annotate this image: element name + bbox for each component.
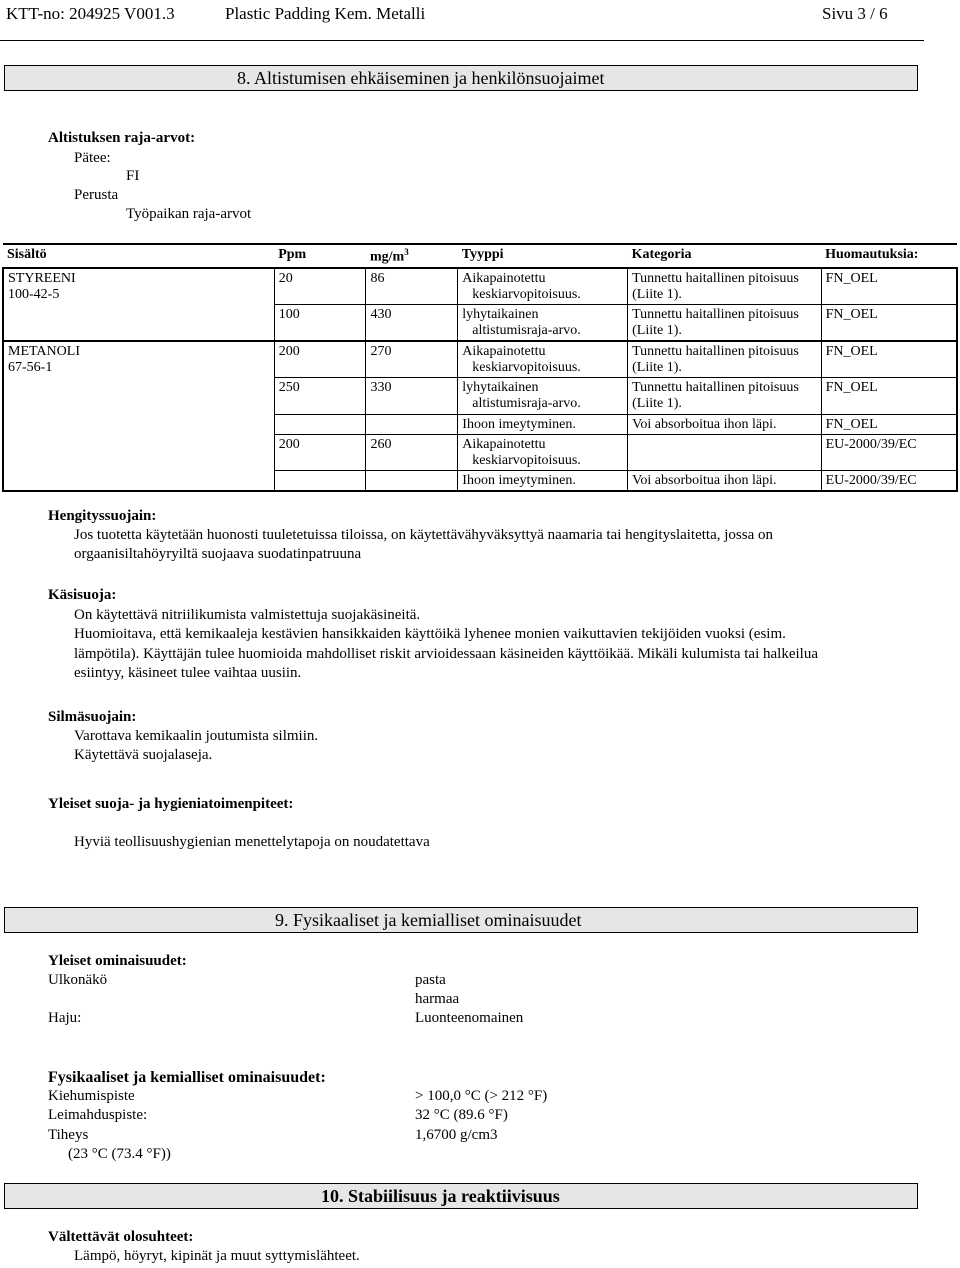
note-cell: EU-2000/39/EC <box>821 470 957 491</box>
type-cell: Aikapainotettu keskiarvopitoisuus. <box>458 268 628 305</box>
hand-text-1: On käytettävä nitriilikumista valmistettuja suojakäsineitä. <box>74 607 421 623</box>
type-cell: Ihoon imeytyminen. <box>458 470 628 491</box>
page-number: Sivu 3 / 6 <box>822 4 888 23</box>
applies-value: FI <box>126 168 140 184</box>
ppm-cell: 200 <box>274 341 366 378</box>
hand-text-2: Huomioitava, että kemikaaleja kestävien hansikkaiden käyttöikä lyhenee monien vaikuttavien tekijöiden vuoksi (esim. <box>74 626 786 642</box>
mg-cell: 430 <box>366 304 458 341</box>
category-cell: Tunnettu haitallinen pitoisuus (Liite 1). <box>628 341 822 378</box>
note-cell: FN_OEL <box>821 341 957 378</box>
appearance-label: Ulkonäkö <box>48 972 108 988</box>
density-condition: (23 °C (73.4 °F)) <box>68 1146 171 1162</box>
category-cell: Voi absorboitua ihon läpi. <box>628 414 822 434</box>
phys-chem-heading: Fysikaaliset ja kemialliset ominaisuudet: <box>48 1069 326 1086</box>
mg-cell: 330 <box>366 378 458 414</box>
category-cell: Voi absorboitua ihon läpi. <box>628 470 822 491</box>
limits-heading: Altistuksen raja-arvot: <box>48 130 196 146</box>
respiratory-text-1: Jos tuotetta käytetään huonosti tuuletetuissa tiloissa, on käytettävähyväksyttyä naamaria tai hengityslaitetta, jossa on <box>74 527 774 543</box>
ppm-cell: 20 <box>274 268 366 305</box>
category-cell: Tunnettu haitallinen pitoisuus (Liite 1). <box>628 304 822 341</box>
col-header-content: Sisältö <box>3 244 274 268</box>
eye-heading: Silmäsuojain: <box>48 709 137 725</box>
general-props-heading: Yleiset ominaisuudet: <box>48 953 187 969</box>
hand-text-3: lämpötila). Käyttäjän tulee huomioida mahdolliset riskit arvioidessaan käsineiden käyttöikää. Mikäli kulumista tai halkeilua <box>74 646 818 662</box>
section-9-title: 9. Fysikaaliset ja kemialliset ominaisuudet <box>275 910 582 930</box>
substance-cell: STYREENI 100-42-5 <box>3 268 274 341</box>
ppm-cell: 100 <box>274 304 366 341</box>
type-cell: lyhytaikainen altistumisraja-arvo. <box>458 378 628 414</box>
flash-value: 32 °C (89.6 °F) <box>415 1107 508 1123</box>
mg-cell <box>366 414 458 434</box>
category-cell <box>628 434 822 470</box>
table-row <box>3 268 957 305</box>
basis-label: Perusta <box>74 187 119 203</box>
type-cell: Aikapainotettu keskiarvopitoisuus. <box>458 434 628 470</box>
respiratory-heading: Hengityssuojain: <box>48 508 157 524</box>
exposure-limits-table <box>2 243 958 492</box>
applies-label: Pätee: <box>74 150 111 166</box>
density-label: Tiheys <box>48 1127 89 1143</box>
type-cell: lyhytaikainen altistumisraja-arvo. <box>458 304 628 341</box>
note-cell: EU-2000/39/EC <box>821 434 957 470</box>
col-header-type: Tyyppi <box>458 244 628 268</box>
respiratory-text-2: orgaanisiltahöyryiltä suojaava suodatinpatruuna <box>74 546 362 562</box>
avoid-text: Lämpö, höyryt, kipinät ja muut syttymislähteet. <box>74 1248 360 1264</box>
table-row <box>3 341 957 378</box>
basis-value: Työpaikan raja-arvot <box>126 206 252 222</box>
mg-cell: 260 <box>366 434 458 470</box>
section-10-bar <box>4 1183 918 1209</box>
ppm-cell: 200 <box>274 434 366 470</box>
eye-text-1: Varottava kemikaalin joutumista silmiin. <box>74 728 319 744</box>
section-10-title: 10. Stabiilisuus ja reaktiivisuus <box>321 1186 560 1206</box>
odor-label: Haju: <box>48 1010 82 1026</box>
density-value: 1,6700 g/cm3 <box>415 1127 498 1143</box>
note-cell: FN_OEL <box>821 378 957 414</box>
appearance-value-2: harmaa <box>415 991 460 1007</box>
ppm-cell <box>274 470 366 491</box>
section-9-bar <box>4 907 918 933</box>
header-rule <box>0 40 924 41</box>
appearance-value-1: pasta <box>415 972 446 988</box>
flash-label: Leimahduspiste: <box>48 1107 148 1123</box>
hand-text-4: esiintyy, käsineet tulee vaihtaa uusiin. <box>74 665 302 681</box>
product-name: Plastic Padding Kem. Metalli <box>225 4 426 23</box>
col-header-category: Kategoria <box>628 244 822 268</box>
col-header-notes: Huomautuksia: <box>821 244 957 268</box>
document-id: KTT-no: 204925 V001.3 <box>6 4 175 23</box>
substance-cell: METANOLI 67-56-1 <box>3 341 274 491</box>
hand-heading: Käsisuoja: <box>48 587 117 603</box>
boiling-value: > 100,0 °C (> 212 °F) <box>415 1088 548 1104</box>
ppm-cell <box>274 414 366 434</box>
mg-cell: 86 <box>366 268 458 305</box>
eye-text-2: Käytettävä suojalaseja. <box>74 747 213 763</box>
section-8-bar <box>4 65 918 91</box>
odor-value: Luonteenomainen <box>415 1010 524 1026</box>
hygiene-heading: Yleiset suoja- ja hygieniatoimenpiteet: <box>48 796 294 812</box>
type-cell: Aikapainotettu keskiarvopitoisuus. <box>458 341 628 378</box>
avoid-heading: Vältettävät olosuhteet: <box>48 1229 194 1245</box>
category-cell: Tunnettu haitallinen pitoisuus (Liite 1). <box>628 268 822 305</box>
table-header-row <box>3 244 957 268</box>
note-cell: FN_OEL <box>821 268 957 305</box>
mg-cell <box>366 470 458 491</box>
type-cell: Ihoon imeytyminen. <box>458 414 628 434</box>
hygiene-text: Hyviä teollisuushygienian menettelytapoja on noudatettava <box>74 834 430 850</box>
note-cell: FN_OEL <box>821 304 957 341</box>
ppm-cell: 250 <box>274 378 366 414</box>
boiling-label: Kiehumispiste <box>48 1088 135 1104</box>
col-header-ppm: Ppm <box>274 244 366 268</box>
section-8-title: 8. Altistumisen ehkäiseminen ja henkilönsuojaimet <box>237 68 605 88</box>
category-cell: Tunnettu haitallinen pitoisuus (Liite 1). <box>628 378 822 414</box>
mg-cell: 270 <box>366 341 458 378</box>
col-header-mgm3: $mg/m^3$ <box>366 244 458 268</box>
note-cell: FN_OEL <box>821 414 957 434</box>
